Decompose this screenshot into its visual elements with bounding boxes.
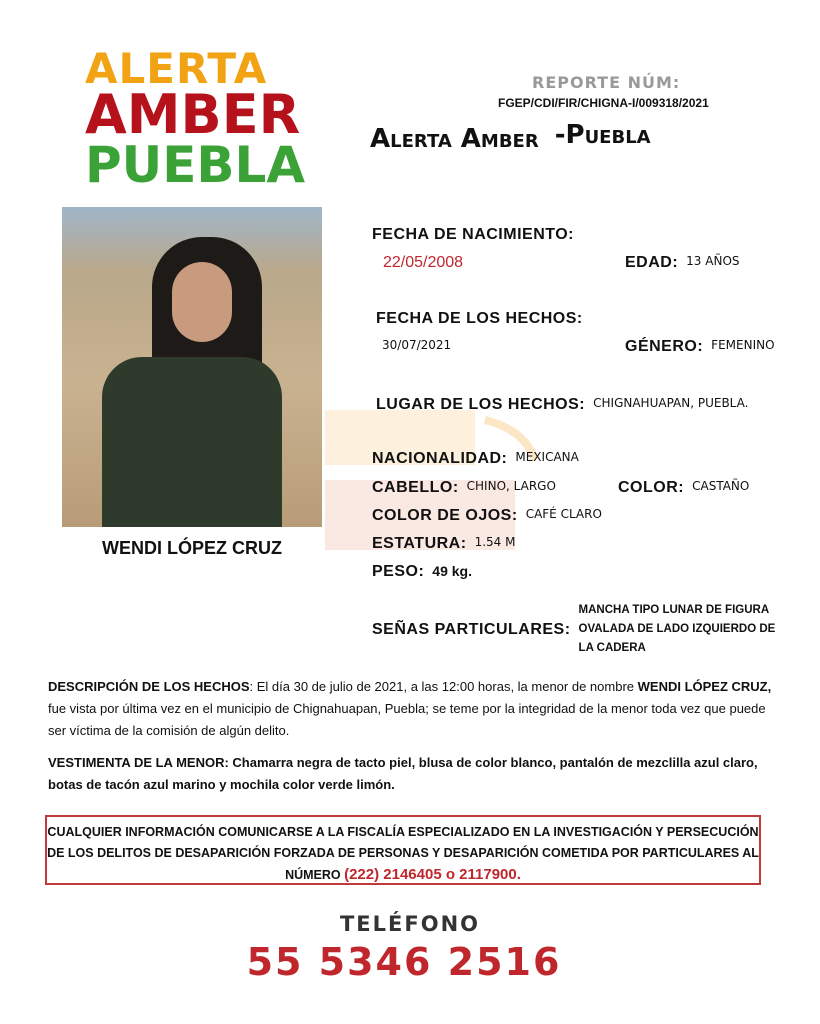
height-value: 1.54 M (474, 535, 516, 549)
report-number: FGEP/CDI/FIR/CHIGNA-I/009318/2021 (498, 96, 709, 110)
event-date-value: 30/07/2021 (382, 338, 452, 352)
clothing-text: Chamarra negra de tacto piel, blusa de color blanco, pantalón de mezclilla azul claro, botas de tacón azul marino y mochila color verde limón. (48, 755, 758, 792)
place-value: CHIGNAHUAPAN, PUEBLA. (593, 396, 749, 410)
weight-label: PESO: (372, 563, 425, 580)
page-title-suffix: -Puebla (554, 120, 651, 150)
eyes-label: COLOR DE OJOS: (372, 507, 518, 524)
contact-phones: (222) 2146405 o 2117900. (344, 866, 521, 883)
phone-label: TELÉFONO (339, 912, 481, 936)
description-name: WENDI LÓPEZ CRUZ, (637, 679, 772, 694)
clothing-label: VESTIMENTA DE LA MENOR: (48, 755, 229, 770)
birth-value: 22/05/2008 (383, 254, 464, 271)
age-value: 13 AÑOS (686, 254, 740, 268)
contact-box (45, 815, 761, 885)
page-title: Alerta Amber (370, 124, 539, 154)
eyes-value: CAFÉ CLARO (525, 507, 602, 521)
gender-value: FEMENINO (711, 338, 775, 352)
gender-label: GÉNERO: (625, 338, 704, 355)
description-paragraph (48, 676, 778, 742)
marks-label: SEÑAS PARTICULARES: (372, 620, 571, 638)
color-value: CASTAÑO (692, 479, 750, 493)
description-label: DESCRIPCIÓN DE LOS HECHOS (48, 679, 250, 694)
contact-text: CUALQUIER INFORMACIÓN COMUNICARSE A LA FISCALÍA ESPECIALIZADO EN LA INVESTIGACIÓN Y PERSECUCIÓN DE LOS DELITOS DE DESAPARICIÓN FORZADA DE PERSONAS Y DESAPARICIÓN COMETIDA POR PARTICULARES AL NÚMERO (47, 825, 759, 882)
place-label: LUGAR DE LOS HECHOS: (376, 396, 586, 413)
nationality-label: NACIONALIDAD: (372, 450, 508, 467)
missing-person-photo (62, 207, 322, 527)
weight-value: 49 kg. (432, 563, 472, 579)
description-text: : El día 30 de julio de 2021, a las 12:00 horas, la menor de nombre (249, 679, 638, 694)
logo-line1: ALERTA (85, 44, 268, 93)
nationality-value: MEXICANA (515, 450, 579, 464)
age-label: EDAD: (625, 254, 679, 271)
report-label: REPORTE NÚM: (532, 73, 681, 92)
height-label: ESTATURA: (372, 535, 467, 552)
logo-line3: PUEBLA (85, 136, 306, 194)
title-row (370, 120, 651, 154)
hair-label: CABELLO: (372, 479, 459, 496)
clothing-paragraph (48, 752, 778, 796)
color-label: COLOR: (618, 479, 685, 496)
hair-value: CHINO, LARGO (466, 479, 556, 493)
event-date-label: FECHA DE LOS HECHOS: (376, 310, 583, 327)
marks-value: MANCHA TIPO LUNAR DE FIGURA OVALADA DE LADO IZQUIERDO DE LA CADERA (578, 604, 776, 654)
phone-number: 55 5346 2516 (246, 940, 562, 984)
description-text-cont: fue vista por última vez en el municipio de Chignahuapan, Puebla; se teme por la integridad de la menor toda vez que puede ser víctima de la comisión de algún delito. (48, 701, 766, 738)
alerta-amber-logo (85, 44, 325, 194)
person-name: WENDI LÓPEZ CRUZ (102, 538, 282, 558)
logo-line2: AMBER (85, 83, 301, 146)
birth-label: FECHA DE NACIMIENTO: (372, 226, 574, 243)
